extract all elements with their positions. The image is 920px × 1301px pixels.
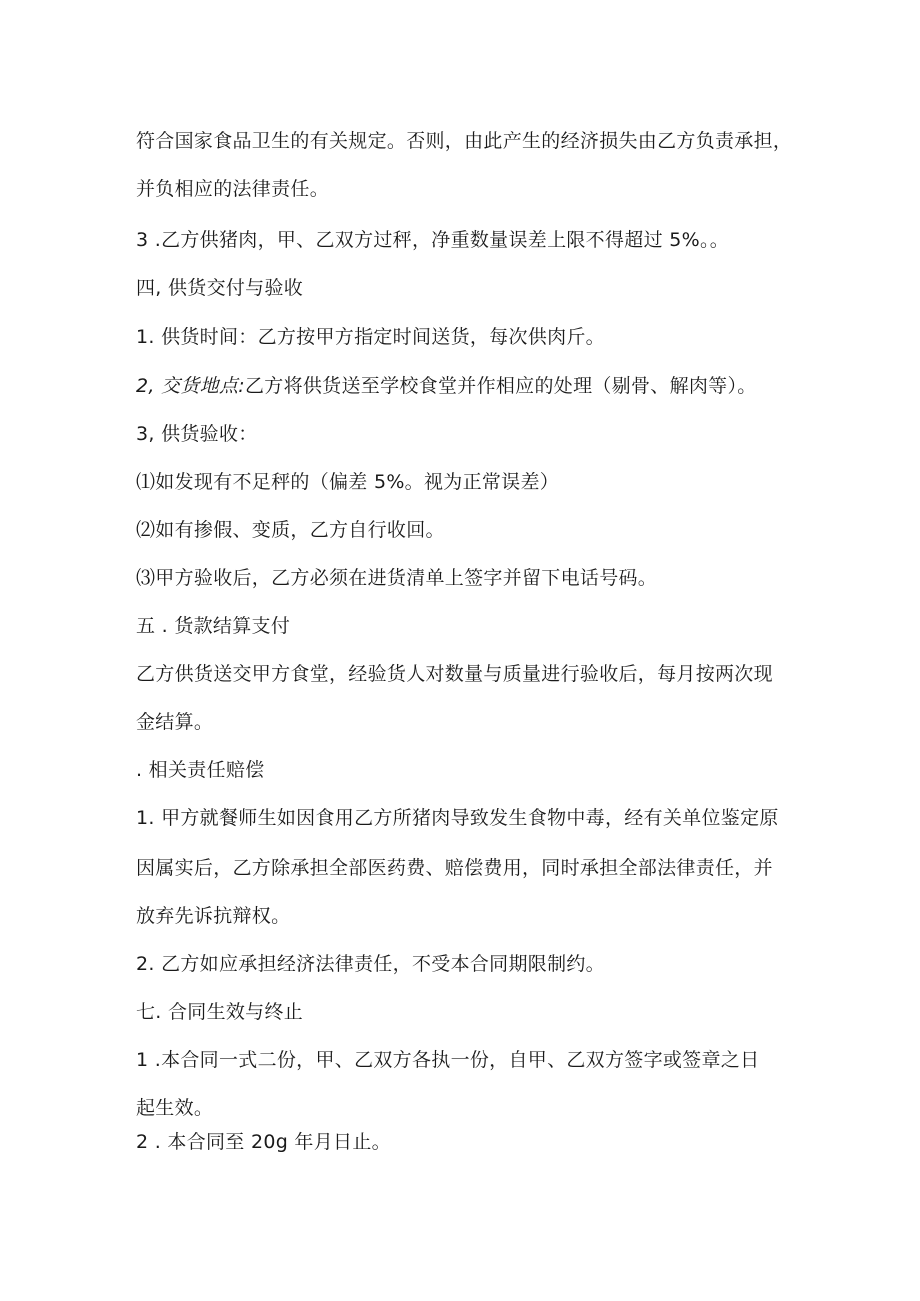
clause-6-1-b: 因属实后，乙方除承担全部医药费、赔偿费用，同时承担全部法律责任，并	[136, 857, 773, 879]
section-heading-4: 四, 供货交付与验收	[136, 277, 304, 299]
clause-4-3-1: ⑴如发现有不足秤的（偏差 5%。视为正常误差）	[136, 471, 560, 493]
clause-4-2	[136, 374, 757, 398]
clause-7-1-a: 1 .本合同一式二份，甲、乙双方各执一份，自甲、乙双方签字或签章之日	[136, 1049, 760, 1071]
section-heading-5: 五 . 货款结算支付	[136, 615, 291, 637]
clause-7-1-b: 起生效。	[136, 1097, 214, 1119]
paragraph-line-5a: 乙方供货送交甲方食堂，经验货人对数量与质量进行验收后，每月按两次现	[136, 663, 773, 685]
paragraph-line-1: 符合国家食品卫生的有关规定。否则，由此产生的经济损失由乙方负责承担，	[136, 130, 793, 152]
clause-4-3: 3, 供货验收：	[136, 423, 258, 445]
paragraph-line-5b: 金结算。	[136, 711, 214, 733]
clause-3-3: 3 .乙方供猪肉，甲、乙双方过秤，净重数量误差上限不得超过 5%。。	[136, 229, 730, 251]
clause-6-1-a: 1. 甲方就餐师生如因食用乙方所猪肉导致发生食物中毒，经有关单位鉴定原	[136, 807, 779, 829]
paragraph-line-2: 并负相应的法律责任。	[136, 178, 330, 200]
clause-6-1-c: 放弃先诉抗辩权。	[136, 905, 291, 927]
clause-6-2: 2. 乙方如应承担经济法律责任，不受本合同期限制约。	[136, 953, 605, 975]
clause-4-2-label: 2, 交货地点:	[136, 375, 245, 397]
clause-4-3-3: ⑶甲方验收后，乙方必须在进货清单上签字并留下电话号码。	[136, 567, 658, 589]
section-heading-7: 七. 合同生效与终止	[136, 1001, 304, 1023]
clause-4-2-text: 乙方将供货送至学校食堂并作相应的处理（剔骨、解肉等）。	[244, 375, 757, 397]
clause-7-2: 2 . 本合同至 20g 年月日止。	[136, 1131, 391, 1153]
section-heading-6: . 相关责任赔偿	[136, 759, 265, 781]
clause-4-1: 1. 供货时间：乙方按甲方指定时间送货，每次供肉斤。	[136, 326, 605, 348]
clause-4-3-2: ⑵如有掺假、变质，乙方自行收回。	[136, 519, 445, 541]
